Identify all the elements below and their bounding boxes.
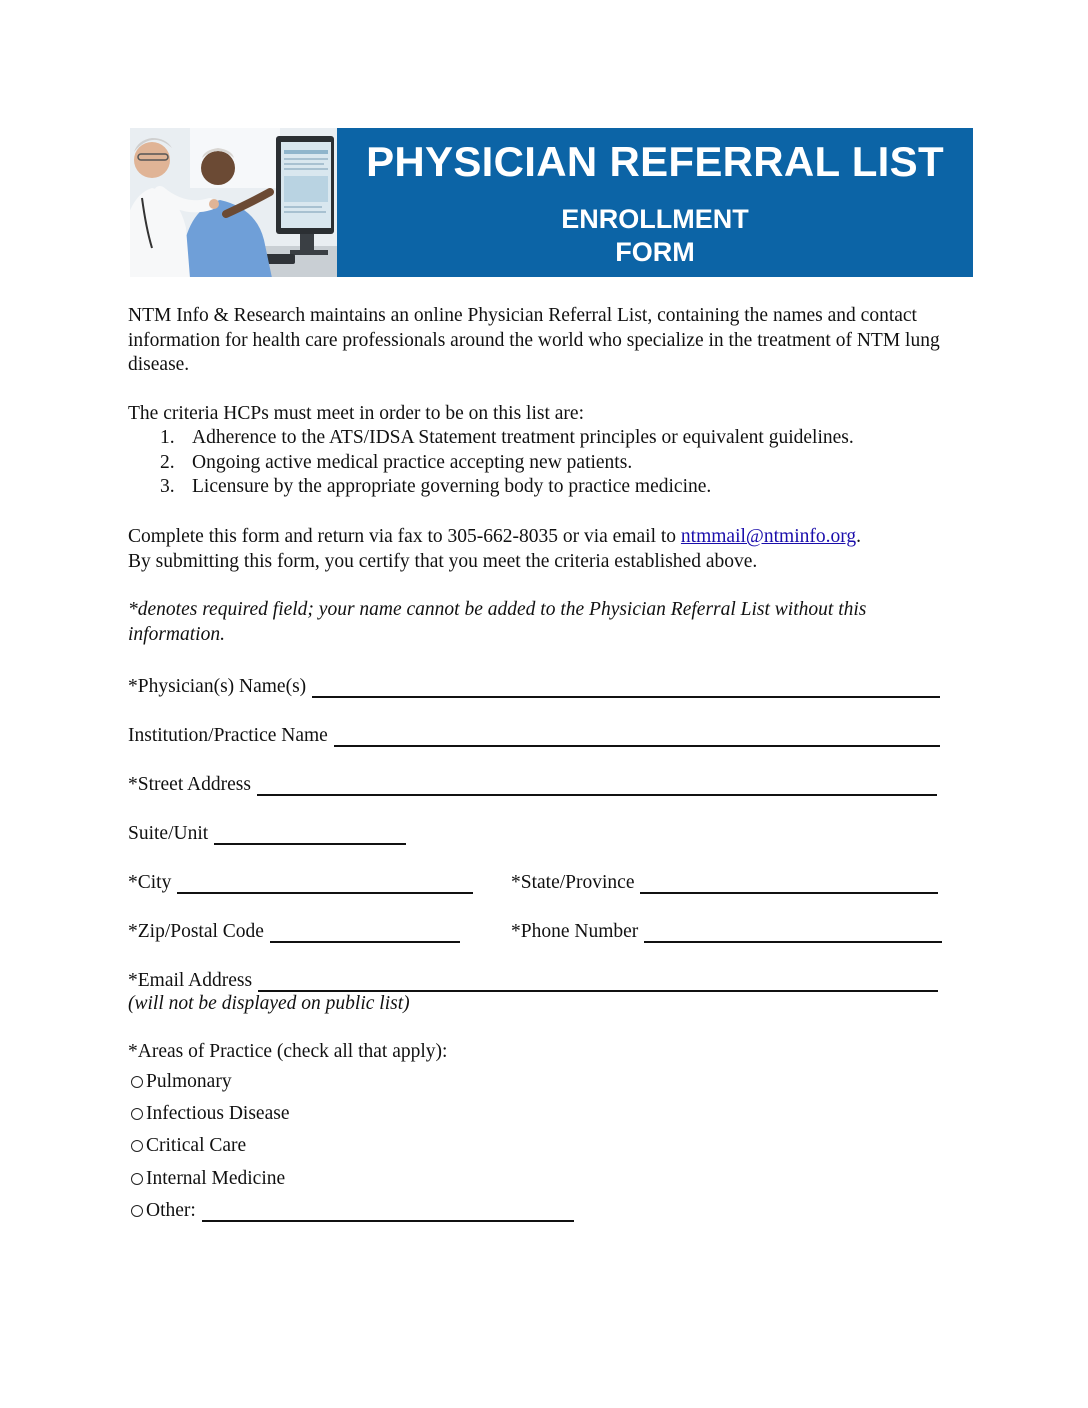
zip-input-line[interactable]	[270, 923, 460, 943]
city-field[interactable]	[128, 868, 473, 894]
phone-input-line[interactable]	[644, 923, 942, 943]
email-address-label: *Email Address	[128, 970, 253, 991]
email-privacy-note: (will not be displayed on public list)	[128, 993, 410, 1014]
criteria-heading: The criteria HCPs must meet in order to be on this list are:	[128, 403, 584, 424]
physician-name-input-line[interactable]	[312, 678, 940, 698]
street-address-label: *Street Address	[128, 774, 251, 795]
state-label: *State/Province	[511, 872, 635, 893]
zip-field[interactable]	[128, 917, 460, 943]
practice-option-infectious-disease[interactable]: Infectious Disease	[128, 1103, 290, 1125]
criteria-item: 2. Ongoing active medical practice accepting new patients.	[160, 451, 633, 473]
institution-field[interactable]	[128, 721, 940, 747]
suite-field[interactable]	[128, 819, 406, 845]
submission-instructions: Complete this form and return via fax to 305-662-8035 or via email to ntmmail@ntminfo.org. By submitting this form, you certify that you meet the criteria established above.	[128, 526, 862, 572]
physician-name-field[interactable]	[128, 672, 940, 698]
radio-circle-icon[interactable]	[131, 1076, 143, 1088]
certification-text: By submitting this form, you certify that you meet the criteria established above.	[128, 550, 758, 572]
page-subtitle	[337, 203, 973, 269]
institution-label: Institution/Practice Name	[128, 725, 328, 746]
form-header	[130, 128, 973, 277]
practice-option-pulmonary[interactable]: Pulmonary	[128, 1071, 232, 1093]
street-address-field[interactable]	[128, 770, 937, 796]
suite-input-line[interactable]	[214, 825, 406, 845]
radio-circle-icon[interactable]	[131, 1140, 143, 1152]
intro-paragraph: NTM Info & Research maintains an online Physician Referral List, containing the names and contact information for health care professionals around the world who specialize in the treatment of NTM lung disease.	[128, 305, 940, 375]
state-field[interactable]	[511, 868, 938, 894]
doctor-patient-photo	[130, 128, 337, 277]
other-input-line[interactable]	[202, 1200, 574, 1222]
practice-option-critical-care[interactable]: Critical Care	[128, 1135, 246, 1157]
city-input-line[interactable]	[177, 874, 473, 894]
practice-option-other[interactable]: Other:	[128, 1200, 574, 1222]
city-label: *City	[128, 872, 172, 893]
email-address-field[interactable]	[128, 966, 938, 992]
physician-name-label: *Physician(s) Name(s)	[128, 676, 307, 697]
radio-circle-icon[interactable]	[131, 1108, 143, 1120]
institution-input-line[interactable]	[334, 727, 940, 747]
criteria-item: 1. Adherence to the ATS/IDSA Statement treatment principles or equivalent guidelines.	[160, 427, 854, 448]
subtitle-line-1: ENROLLMENT	[561, 204, 749, 234]
phone-label: *Phone Number	[511, 921, 639, 942]
practice-heading: *Areas of Practice (check all that apply):	[128, 1041, 448, 1062]
email-link[interactable]: ntmmail@ntminfo.org	[680, 526, 857, 547]
subtitle-line-2: FORM	[615, 237, 695, 267]
criteria-item: 3. Licensure by the appropriate governing body to practice medicine.	[160, 476, 712, 497]
phone-field[interactable]	[511, 917, 942, 943]
criteria-list	[160, 426, 960, 500]
title-banner	[337, 128, 973, 277]
radio-circle-icon[interactable]	[131, 1173, 143, 1185]
radio-circle-icon[interactable]	[131, 1205, 143, 1217]
suite-label: Suite/Unit	[128, 823, 209, 844]
state-input-line[interactable]	[640, 874, 938, 894]
zip-label: *Zip/Postal Code	[128, 921, 264, 942]
required-note: *denotes required field; your name cannot be added to the Physician Referral List without this information.	[128, 599, 867, 645]
street-address-input-line[interactable]	[257, 776, 937, 796]
page-title: PHYSICIAN REFERRAL LIST	[366, 138, 944, 185]
email-address-input-line[interactable]	[258, 972, 938, 992]
practice-option-internal-medicine[interactable]: Internal Medicine	[128, 1168, 285, 1190]
